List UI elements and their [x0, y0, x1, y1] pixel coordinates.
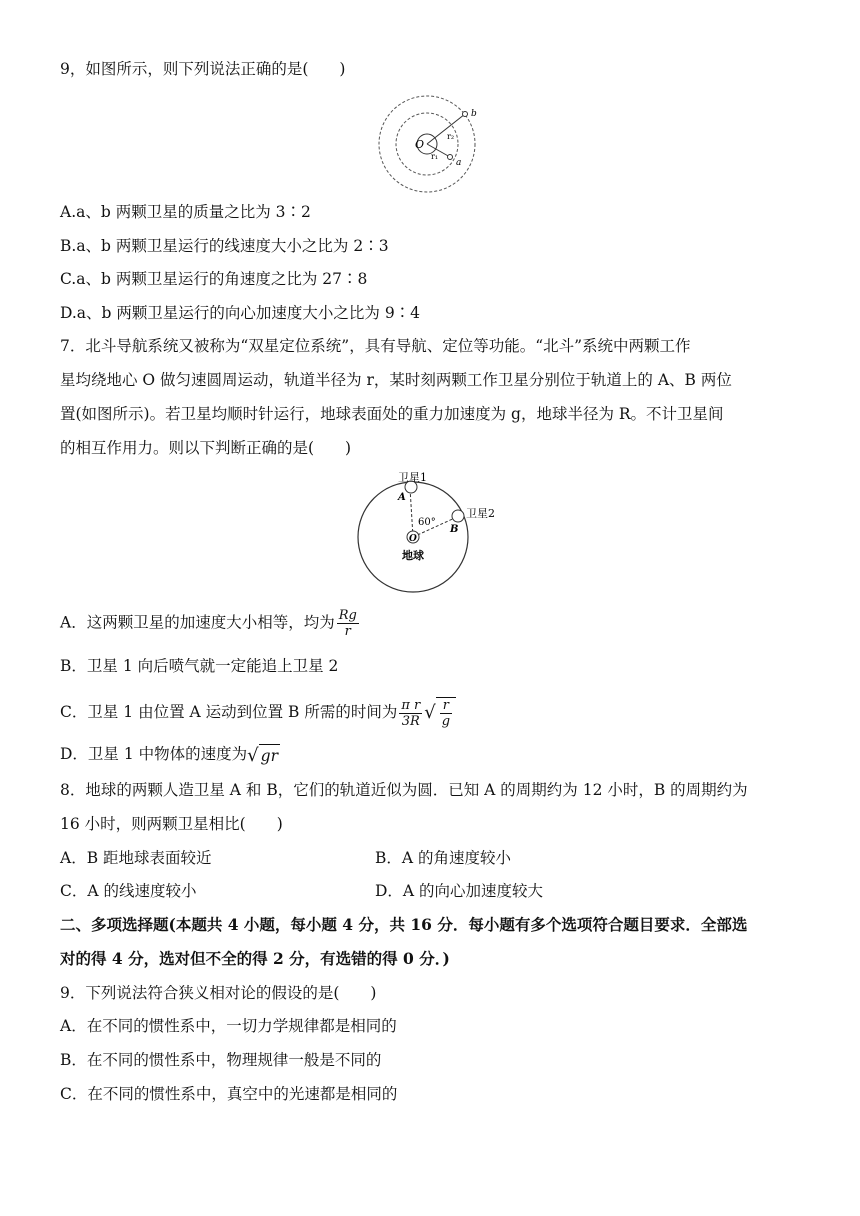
question-9b-option-b: B．在不同的惯性系中，物理规律一般是不同的 [60, 1051, 382, 1069]
fig2-sat2-label: 卫星2 [466, 507, 495, 520]
question-7-option-a-text: A．这两颗卫星的加速度大小相等，均为 [60, 613, 335, 632]
question-8-option-a: A．B 距地球表面较近 [60, 849, 212, 867]
question-7-line-2: 星均绕地心 O 做匀速圆周运动，轨道半径为 r，某时刻两颗工作卫星分别位于轨道上的 A、B 两位 [60, 371, 732, 389]
question-7-line-4: 的相互作用力。则以下判断正确的是( ) [60, 439, 352, 457]
question-9a-stem: 9，如图所示，则下列说法正确的是( ) [60, 60, 346, 78]
fig2-point-b-label: B [450, 524, 459, 535]
question-7-line-3: 置(如图所示)。若卫星均顺时针运行，地球表面处的重力加速度为 g，地球半径为 R。不计卫星间 [60, 405, 724, 423]
question-9b-option-c: C．在不同的惯性系中，真空中的光速都是相同的 [60, 1085, 398, 1103]
question-7-option-c-text: C．卫星 1 由位置 A 运动到位置 B 所需的时间为 [60, 703, 398, 721]
question-8-option-b: B．A 的角速度较小 [375, 849, 512, 867]
option-c-root-denominator: g [441, 714, 451, 729]
question-7-option-d-text: D．卫星 1 中物体的速度为 [60, 745, 248, 763]
fig1-r1-label: r₁ [431, 152, 439, 161]
question-7-option-b: B．卫星 1 向后喷气就一定能追上卫星 2 [60, 657, 339, 675]
question-9a-option-a: A.a、b 两颗卫星的质量之比为 3∶2 [60, 203, 311, 221]
fig1-b-label: b [471, 109, 477, 119]
orbit-figure-1 [375, 95, 485, 195]
question-8-option-d: D．A 的向心加速度较大 [375, 882, 544, 900]
option-c-fraction [399, 698, 422, 729]
option-c-numerator: π r [401, 697, 421, 713]
fig2-center-label: O [409, 534, 417, 544]
option-a-denominator: r [344, 624, 351, 639]
question-8-line-1: 8．地球的两颗人造卫星 A 和 B，它们的轨道近似为圆．已知 A 的周期约为 12 小时，B 的周期约为 [60, 781, 748, 799]
fig2-angle-label: 60° [418, 517, 436, 528]
section-2-heading-line-2: 对的得 4 分，选对但不全的得 2 分，有选错的得 0 分．) [60, 949, 450, 968]
question-7-option-d [60, 743, 280, 767]
option-a-fraction [337, 608, 359, 639]
question-8-option-c: C．A 的线速度较小 [60, 882, 197, 900]
question-9b-stem: 9．下列说法符合狭义相对论的假设的是( ) [60, 984, 377, 1002]
orbit-figure-2 [355, 465, 515, 595]
option-c-denominator: 3R [401, 713, 420, 729]
option-a-numerator: Rg [338, 608, 357, 623]
question-9a-option-d: D.a、b 两颗卫星运行的向心加速度大小之比为 9∶4 [60, 304, 421, 322]
question-7-option-a [60, 608, 361, 639]
question-9a-option-b: B.a、b 两颗卫星运行的线速度大小之比为 2∶3 [60, 237, 389, 255]
option-c-root-numerator: r [440, 698, 452, 714]
section-2-heading-line-1: 二、多项选择题(本题共 4 小题，每小题 4 分，共 16 分．每小题有多个选项符合题目要求．全部选 [60, 915, 748, 934]
question-7-line-1: 7．北斗导航系统又被称为“双星定位系统”，具有导航、定位等功能。“北斗”系统中两颗工作 [60, 337, 691, 355]
option-d-radicand: gr [259, 744, 280, 767]
question-8-line-2: 16 小时，则两颗卫星相比( ) [60, 815, 283, 833]
fig2-earth-label: 地球 [402, 549, 424, 562]
fig1-r2-label: r₂ [447, 132, 455, 141]
question-7-option-c [60, 697, 456, 729]
fig2-sat1-label: 卫星1 [398, 471, 427, 484]
fig1-center-label: O [415, 138, 425, 151]
option-c-sqrt: √ $\frac{r}{g}$ [424, 697, 456, 729]
question-9a-option-c: C.a、b 两颗卫星运行的角速度之比为 27∶8 [60, 270, 368, 288]
question-9b-option-a: A．在不同的惯性系中，一切力学规律都是相同的 [60, 1017, 397, 1035]
fig1-a-label: a [456, 158, 462, 168]
option-d-sqrt: √ gr [247, 744, 278, 766]
fig2-point-a-label: A [398, 492, 406, 503]
